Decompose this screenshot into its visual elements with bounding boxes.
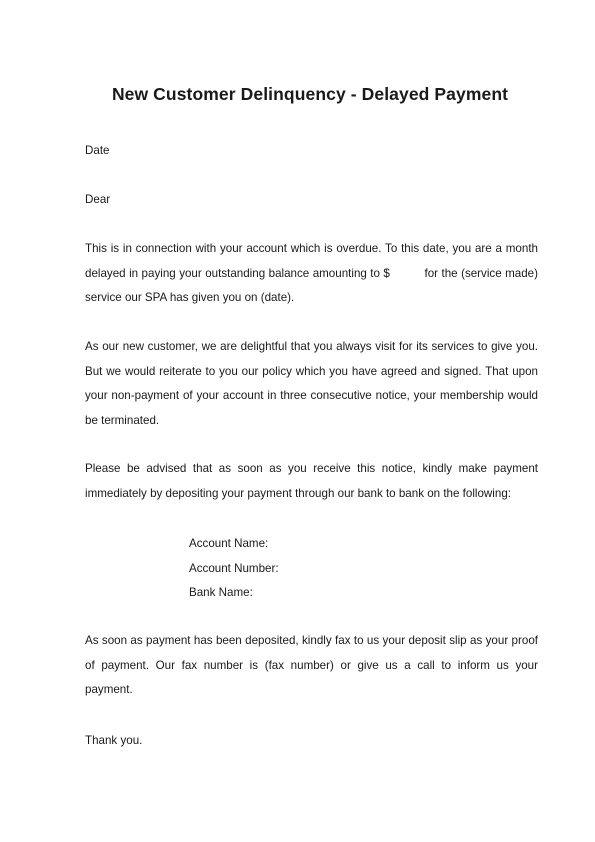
salutation: Dear xyxy=(85,193,111,206)
paragraph-line: service our SPA has given you on (date). xyxy=(85,291,295,304)
paragraph-line: delayed in paying your outstanding balance amounting to $ for the (service made) xyxy=(85,266,538,280)
paragraph-overdue-notice xyxy=(85,237,538,311)
paragraph-line: As soon as payment has been deposited, kindly fax to us your deposit slip as your proof xyxy=(85,634,538,647)
account-number-label: Account Number: xyxy=(189,561,279,575)
paragraph-line: This is in connection with your account which is overdue. To this date, you are a month xyxy=(85,242,538,255)
paragraph-line: be terminated. xyxy=(85,413,160,427)
paragraph-line: payment. xyxy=(85,683,133,696)
paragraph-fax-instructions xyxy=(85,629,538,703)
date-label: Date xyxy=(85,144,110,157)
paragraph-line: immediately by depositing your payment through our bank to bank on the following: xyxy=(85,486,512,500)
paragraph-payment-instructions xyxy=(85,457,538,506)
account-details xyxy=(189,532,489,606)
paragraph-policy-reminder xyxy=(85,335,538,433)
account-name-label: Account Name: xyxy=(189,537,269,550)
paragraph-line: Please be advised that as soon as you receive this notice, kindly make payment xyxy=(85,462,538,475)
bank-name-label: Bank Name: xyxy=(189,586,253,599)
paragraph-line: of payment. Our fax number is (fax number) or give us a call to inform us your xyxy=(85,658,538,672)
document-title: New Customer Delinquency - Delayed Payment xyxy=(111,84,509,104)
paragraph-line: But we would reiterate to you our policy which you have agreed and signed. That upon xyxy=(85,364,538,378)
closing: Thank you. xyxy=(85,734,143,747)
paragraph-line: your non-payment of your account in three consecutive notice, your membership would xyxy=(85,389,538,402)
paragraph-line: As our new customer, we are delightful that you always visit for its services to give you. xyxy=(85,340,538,353)
